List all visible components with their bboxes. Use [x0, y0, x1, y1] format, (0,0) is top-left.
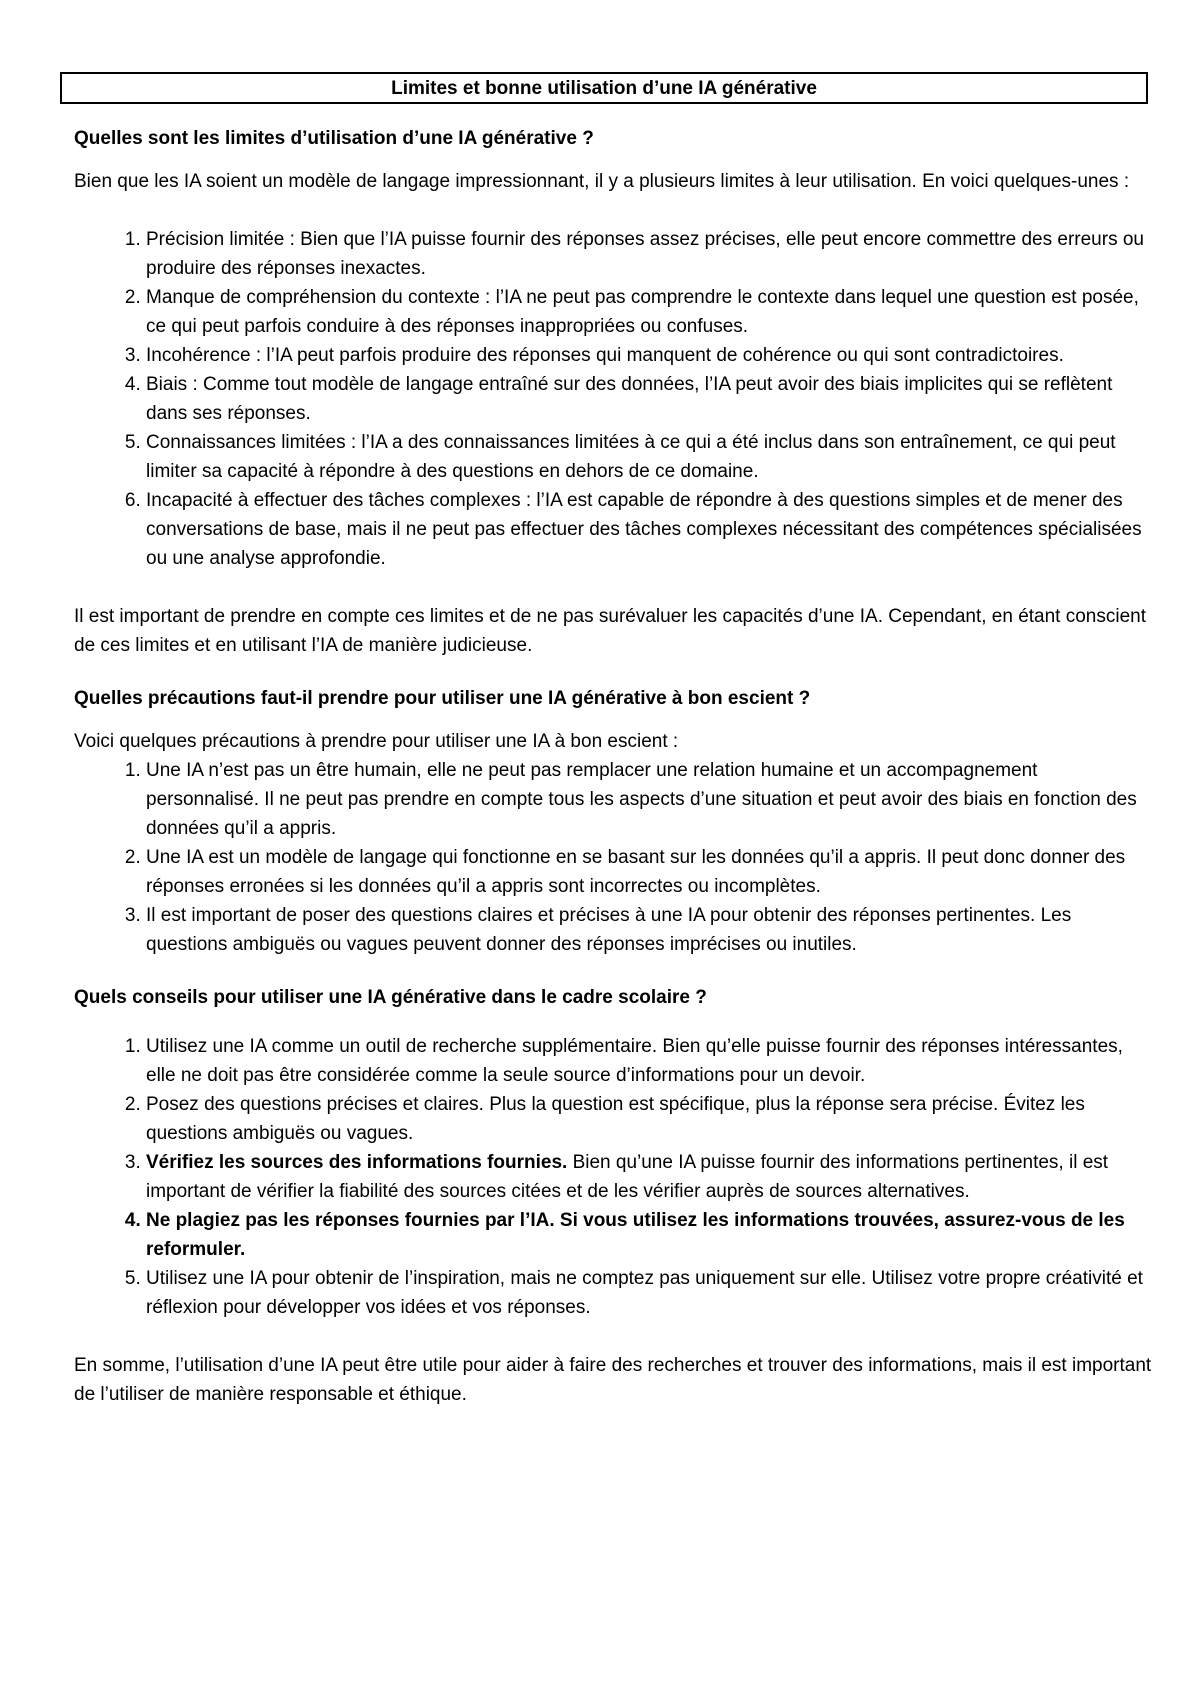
list-item-text: Bien qu’une IA puisse fournir des informations pertinentes, il est important de vérifier la fiabilité des sources citées et de les vérifier auprès de sources alternatives. [146, 1152, 1109, 1202]
section3-heading: Quels conseils pour utiliser une IA générative dans le cadre scolaire ? [74, 987, 707, 1008]
list-item: 2. Posez des questions précises et claires. Plus la question est spécifique, plus la réponse sera précise. Évitez les questions ambiguës ou vagues. [146, 1090, 1154, 1148]
list-item: 4. Biais : Comme tout modèle de langage entraîné sur des données, l’IA peut avoir des biais implicites qui se reflètent dans ses réponses. [146, 370, 1154, 428]
list-item: 2. Une IA est un modèle de langage qui fonctionne en se basant sur les données qu’il a appris. Il peut donc donner des réponses erronées si les données qu’il a appris sont incorrectes ou incomplètes. [146, 843, 1154, 901]
list-item: 1. Une IA n’est pas un être humain, elle ne peut pas remplacer une relation humaine et un accompagnement personnalisé. Il ne peut pas prendre en compte tous les aspects d’une situation et peut avoir des biais en fonction des données qu’il a appris. [146, 756, 1154, 843]
list-item: 5. Utilisez une IA pour obtenir de l’inspiration, mais ne comptez pas uniquement sur elle. Utilisez votre propre créativité et réflexion pour développer vos idées et vos réponses. [146, 1264, 1154, 1322]
section2-intro: Voici quelques précautions à prendre pour utiliser une IA à bon escient : [74, 731, 679, 752]
section1-intro: Bien que les IA soient un modèle de langage impressionnant, il y a plusieurs limites à leur utilisation. En voici quelques-unes : [74, 171, 1130, 192]
section1-heading: Quelles sont les limites d’utilisation d’une IA générative ? [74, 128, 594, 149]
list-item: 1. Précision limitée : Bien que l’IA puisse fournir des réponses assez précises, elle peut encore commettre des erreurs ou produire des réponses inexactes. [146, 225, 1154, 283]
list-item: 2. Manque de compréhension du contexte : l’IA ne peut pas comprendre le contexte dans lequel une question est posée, ce qui peut parfois conduire à des réponses inappropriées ou confuses. [146, 283, 1154, 341]
section1-conclusion: Il est important de prendre en compte ces limites et de ne pas surévaluer les capacités d’une IA. Cependant, en étant conscient de ces limites et en utilisant l’IA de manière judicieuse. [74, 606, 1147, 656]
section1-list [74, 225, 1154, 573]
list-item: 4. Ne plagiez pas les réponses fournies par l’IA. Si vous utilisez les informations trouvées, assurez-vous de les reformuler. [146, 1206, 1154, 1264]
list-item [146, 1148, 1154, 1206]
document-page [74, 72, 1154, 1409]
section3-list [74, 1032, 1154, 1322]
list-item: 3. Incohérence : l’IA peut parfois produire des réponses qui manquent de cohérence ou qui sont contradictoires. [146, 341, 1154, 370]
section2-heading: Quelles précautions faut-il prendre pour utiliser une IA générative à bon escient ? [74, 688, 811, 709]
emphasis-text: Vérifiez les sources des informations fournies. [146, 1152, 568, 1173]
list-item: 1. Utilisez une IA comme un outil de recherche supplémentaire. Bien qu’elle puisse fournir des réponses intéressantes, elle ne doit pas être considérée comme la seule source d’informations pour un devoir. [146, 1032, 1154, 1090]
list-item: 5. Connaissances limitées : l’IA a des connaissances limitées à ce qui a été inclus dans son entraînement, ce qui peut limiter sa capacité à répondre à des questions en dehors de ce domaine. [146, 428, 1154, 486]
list-item: 6. Incapacité à effectuer des tâches complexes : l’IA est capable de répondre à des questions simples et de mener des conversations de base, mais il ne peut pas effectuer des tâches complexes nécessitant des compétences spécialisées ou une analyse approfondie. [146, 486, 1154, 573]
document-title: Limites et bonne utilisation d’une IA générative [60, 72, 1148, 104]
section2-list [74, 756, 1154, 959]
section3-conclusion: En somme, l’utilisation d’une IA peut être utile pour aider à faire des recherches et trouver des informations, mais il est important de l’utiliser de manière responsable et éthique. [74, 1355, 1152, 1405]
list-item: 3. Il est important de poser des questions claires et précises à une IA pour obtenir des réponses pertinentes. Les questions ambiguës ou vagues peuvent donner des réponses imprécises ou inutiles. [146, 901, 1154, 959]
